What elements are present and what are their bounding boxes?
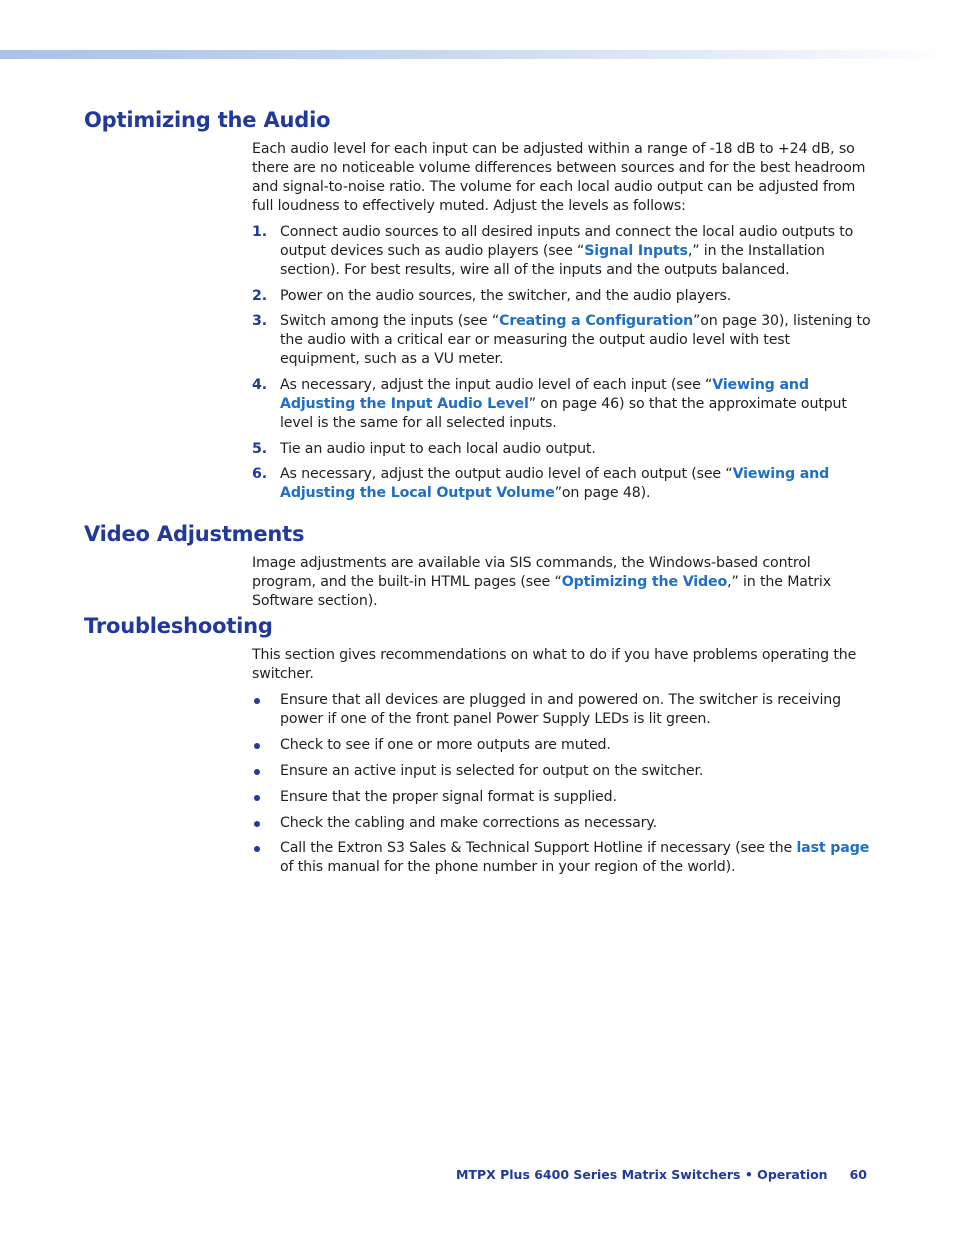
- video-section-body: [252, 554, 874, 611]
- audio-step: [252, 465, 874, 503]
- audio-step: [252, 376, 874, 433]
- video-paragraph: [252, 554, 874, 611]
- item-text: Ensure that all devices are plugged in and powered on. The switcher is receiving power if one of the front panel Power Supply LEDs is lit green.: [280, 692, 841, 727]
- link-viewing-adjusting-output-volume[interactable]: Viewing and Adjusting the Local Output Volume: [280, 466, 830, 501]
- step-number: 2.: [252, 288, 267, 304]
- link-optimizing-the-video[interactable]: Optimizing the Video: [561, 574, 728, 590]
- section-title-video: Video Adjustments: [84, 522, 305, 546]
- step-text-after: ” on page 46) so that the approximate output level is the same for all selected inputs.: [280, 396, 847, 431]
- step-text-after: ”on page 30), listening to the audio with a critical ear or measuring the output audio level with test equipment, such as a VU meter.: [280, 313, 871, 367]
- item-text: Check the cabling and make corrections as necessary.: [280, 815, 657, 831]
- audio-step: [252, 312, 874, 369]
- audio-step: [252, 287, 874, 306]
- page-number: 60: [849, 1167, 867, 1182]
- audio-step: [252, 223, 874, 280]
- step-text: Connect audio sources to all desired inputs and connect the local audio outputs to output devices such as audio players (see “: [280, 224, 854, 259]
- footer-title: MTPX Plus 6400 Series Matrix Switchers • Operation: [455, 1167, 828, 1182]
- step-number: 3.: [252, 313, 267, 329]
- list-item: [252, 839, 874, 877]
- item-text-after: of this manual for the phone number in your region of the world).: [280, 859, 736, 875]
- bullet-icon: [254, 795, 260, 801]
- audio-step: [252, 440, 874, 459]
- troubleshooting-list: [252, 691, 874, 877]
- step-number: 6.: [252, 466, 267, 482]
- item-text: Ensure that the proper signal format is supplied.: [280, 789, 617, 805]
- video-text-after: ,” in the Matrix Software section).: [252, 574, 831, 609]
- step-text: As necessary, adjust the output audio level of each output (see “: [280, 466, 733, 482]
- step-number: 4.: [252, 377, 267, 393]
- list-item: [252, 736, 874, 755]
- list-item: [252, 814, 874, 833]
- bullet-icon: [254, 846, 260, 852]
- step-text: As necessary, adjust the input audio level of each input (see “: [280, 377, 713, 393]
- section-title-audio: Optimizing the Audio: [84, 108, 331, 132]
- step-number: 1.: [252, 224, 267, 240]
- link-signal-inputs[interactable]: Signal Inputs: [584, 243, 688, 259]
- bullet-icon: [254, 769, 260, 775]
- section-title-troubleshooting: Troubleshooting: [84, 614, 273, 638]
- troubleshooting-intro: This section gives recommendations on what to do if you have problems operating the switcher.: [252, 647, 857, 682]
- bullet-icon: [254, 698, 260, 704]
- step-text-after: ”on page 48).: [554, 485, 651, 501]
- step-text: Switch among the inputs (see “: [280, 313, 500, 329]
- step-text: Power on the audio sources, the switcher, and the audio players.: [280, 288, 732, 304]
- list-item: [252, 691, 874, 729]
- step-text-after: ,” in the Installation section). For best results, wire all of the inputs and the outputs balanced.: [280, 243, 825, 278]
- link-viewing-adjusting-input-audio[interactable]: Viewing and Adjusting the Input Audio Level: [280, 377, 809, 412]
- audio-intro: Each audio level for each input can be adjusted within a range of -18 dB to +24 dB, so there are no noticeable volume differences between sources and for the best headroom and signal-to-noise ratio. The volume for each local audio output can be adjusted from full loudness to effectively muted. Adjust the levels as follows:: [252, 141, 866, 214]
- troubleshooting-section-body: [252, 646, 874, 877]
- audio-steps-list: [252, 223, 874, 503]
- header-gradient-bar: [0, 50, 954, 59]
- item-text: Ensure an active input is selected for output on the switcher.: [280, 763, 704, 779]
- video-text: Image adjustments are available via SIS commands, the Windows-based control program, and the built-in HTML pages (see “: [252, 555, 811, 590]
- bullet-icon: [254, 743, 260, 749]
- link-creating-a-configuration[interactable]: Creating a Configuration: [499, 313, 694, 329]
- step-number: 5.: [252, 441, 267, 457]
- list-item: [252, 762, 874, 781]
- step-text: Tie an audio input to each local audio output.: [280, 441, 596, 457]
- list-item: [252, 788, 874, 807]
- bullet-icon: [254, 821, 260, 827]
- audio-section-body: [252, 140, 874, 503]
- item-text: Check to see if one or more outputs are muted.: [280, 737, 611, 753]
- page-footer: [456, 1167, 867, 1182]
- link-last-page[interactable]: last page: [796, 840, 870, 856]
- item-text: Call the Extron S3 Sales & Technical Support Hotline if necessary (see the: [280, 840, 797, 856]
